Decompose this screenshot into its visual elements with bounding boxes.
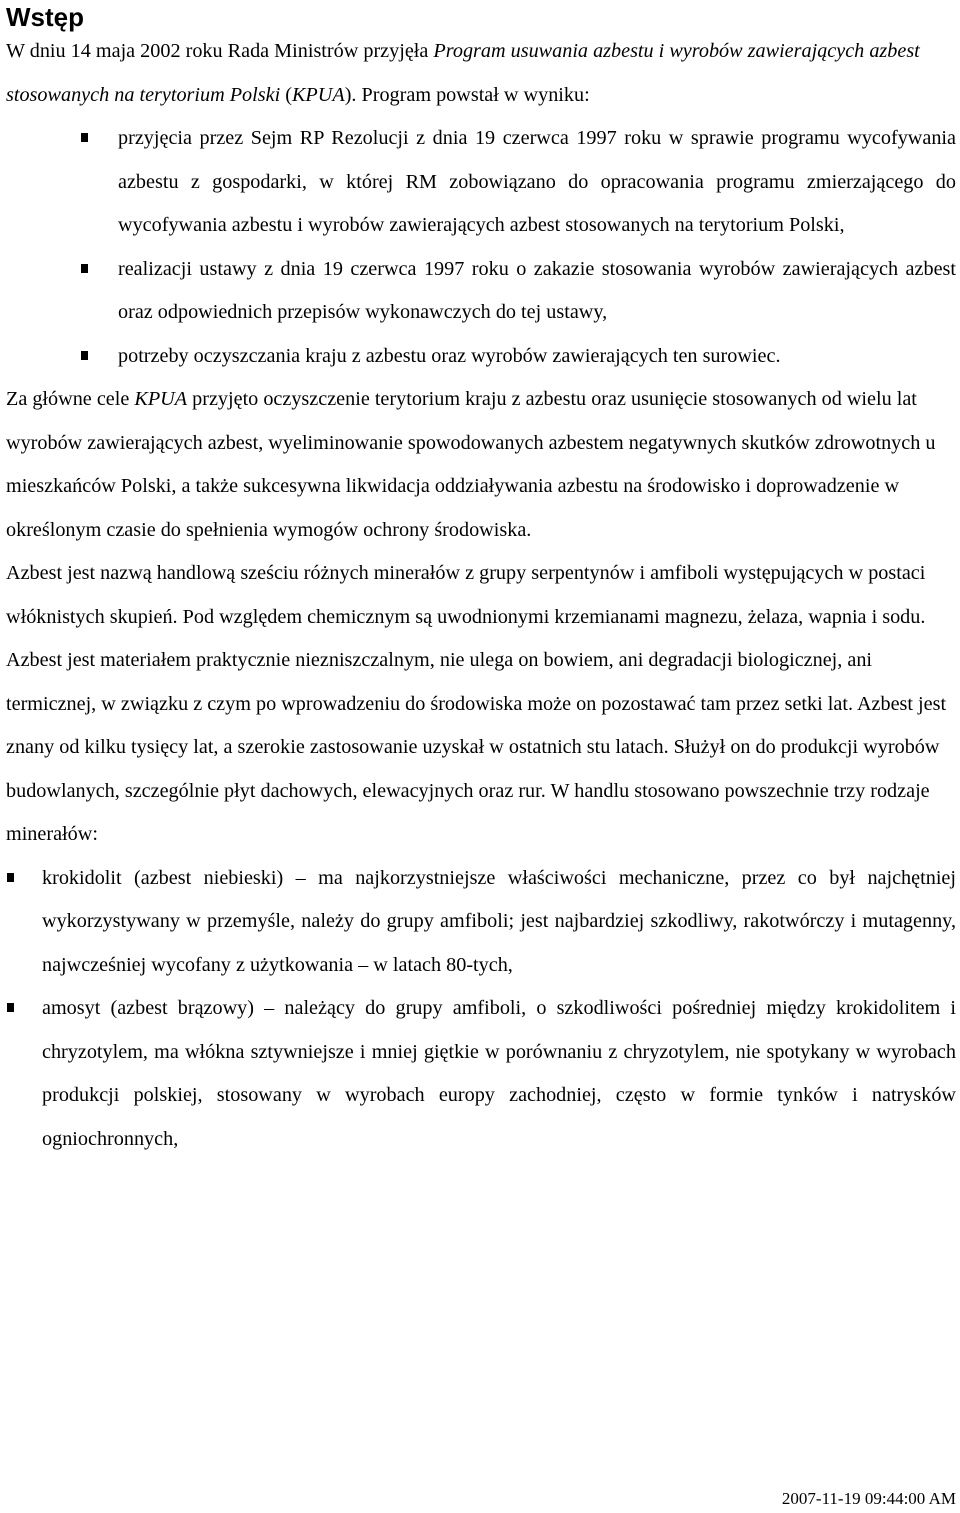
bullet-icon	[7, 1003, 14, 1012]
goals-acronym: KPUA	[134, 388, 188, 410]
bullet-icon	[81, 264, 88, 273]
intro-text-a: W dniu 14 maja 2002 roku Rada Ministrów przyjęła	[6, 40, 434, 62]
reasons-list	[6, 117, 956, 378]
bullet-icon	[81, 351, 88, 360]
list-item	[6, 117, 956, 248]
intro-paragraph	[6, 30, 956, 117]
program-acronym: KPUA	[291, 83, 345, 106]
list-item-text: krokidolit (azbest niebieski) – ma najkorzystniejsze właściwości mechaniczne, przez co był najchętniej wykorzystywany w przemyśle, należy do grupy amfiboli; jest najbardziej szkodliwy, rakotwórczy i mutagenny, najwcześniej wycofany z użytkowania – w latach 80-tych,	[42, 866, 956, 976]
goals-text-a: Za główne cele	[6, 388, 135, 410]
document-page	[6, 0, 956, 1161]
minerals-list	[6, 857, 956, 1162]
program-title: Program usuwania azbestu i wyrobów zawierających azbest stosowanych na terytorium Polski	[6, 40, 920, 106]
list-item	[6, 335, 956, 379]
bullet-icon	[7, 873, 14, 882]
page-title: Wstęp	[6, 2, 84, 32]
intro-text-c: (	[280, 83, 292, 106]
intro-text-e: ). Program powstał w wyniku:	[344, 83, 590, 106]
list-item-text: realizacji ustawy z dnia 19 czerwca 1997 roku o zakazie stosowania wyrobów zawierających azbest oraz odpowiednich przepisów wykonawczych do tej ustawy,	[118, 257, 956, 323]
bullet-icon	[81, 133, 88, 142]
goals-text-c: przyjęto oczyszczenie terytorium kraju z azbestu oraz usunięcie stosowanych od wielu lat wyrobów zawierających azbest, wyeliminowanie spowodowanych azbestem negatywnych skutków zdrowotnych u mieszkańców Polski, a także sukcesywna likwidacja oddziaływania azbestu na środowisko i doprowadzenie w określonym czasie do spełnienia wymogów ochrony środowiska.	[6, 388, 936, 541]
list-item	[6, 248, 956, 335]
list-item	[6, 987, 956, 1161]
list-item-text: przyjęcia przez Sejm RP Rezolucji z dnia 19 czerwca 1997 roku w sprawie programu wycofywania azbestu z gospodarki, w której RM zobowiązano do opracowania programu zmierzającego do wycofywania azbestu i wyrobów zawierających azbest stosowanych na terytorium Polski,	[118, 127, 956, 236]
list-item	[6, 857, 956, 988]
timestamp-footer: 2007-11-19 09:44:00 AM	[781, 1489, 956, 1508]
goals-paragraph	[6, 378, 956, 552]
definition-paragraph: Azbest jest nazwą handlową sześciu różnych minerałów z grupy serpentynów i amfiboli występujących w postaci włóknistych skupień. Pod względem chemicznym są uwodnionymi krzemianami magnezu, żelaza, wapnia i sodu. Azbest jest materiałem praktycznie niezniszczalnym, nie ulega on bowiem, ani degradacji biologicznej, ani termicznej, w związku z czym po wprowadzeniu do środowiska może on pozostawać tam przez setki lat. Azbest jest znany od kilku tysięcy lat, a szerokie zastosowanie uzyskał w ostatnich stu latach. Służył on do produkcji wyrobów budowlanych, szczególnie płyt dachowych, elewacyjnych oraz rur. W handlu stosowano powszechnie trzy rodzaje minerałów:	[6, 562, 947, 845]
list-item-text: potrzeby oczyszczania kraju z azbestu oraz wyrobów zawierających ten surowiec.	[118, 344, 781, 367]
list-item-text: amosyt (azbest brązowy) – należący do grupy amfiboli, o szkodliwości pośredniej między krokidolitem i chryzotylem, ma włókna sztywniejsze i mniej giętkie w porównaniu z chryzotylem, nie spotykany w wyrobach produkcji polskiej, stosowany w wyrobach europy zachodniej, często w formie tynków i natrysków ogniochronnych,	[42, 997, 956, 1150]
